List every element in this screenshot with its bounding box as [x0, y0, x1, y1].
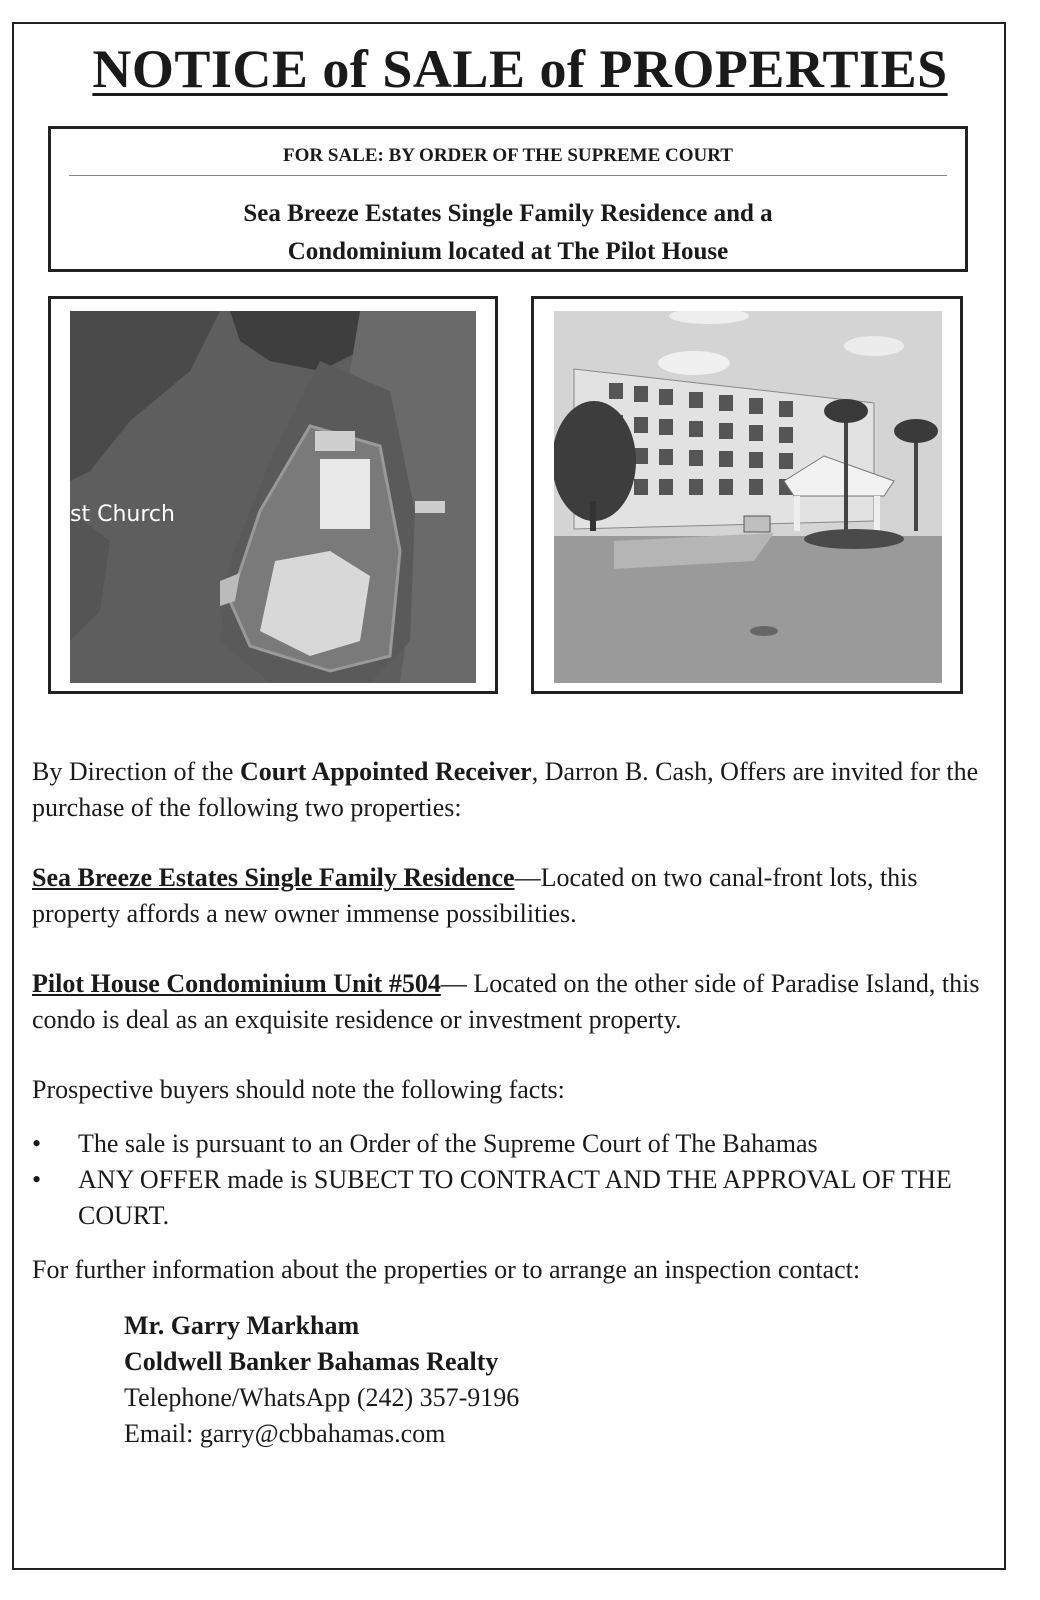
aerial-photo — [48, 296, 498, 694]
property-sea-breeze: Sea Breeze Estates Single Family Residence—Located on two canal-front lots, this property affords a new owner immense possibilities. — [32, 863, 918, 928]
notice-title: NOTICE of SALE of PROPERTIES — [92, 39, 948, 99]
contact-block — [124, 1308, 992, 1452]
court-order-box — [48, 126, 968, 272]
intro-paragraph: By Direction of the Court Appointed Receiver, Darron B. Cash, Offers are invited for the purchase of the following two properties: — [32, 757, 979, 822]
property-pilot-house: Pilot House Condominium Unit #504— Located on the other side of Paradise Island, this condo is deal as an exquisite residence or investment property. — [32, 969, 980, 1034]
contact-phone: Telephone/WhatsApp (242) 357-9196 — [124, 1383, 520, 1412]
info-paragraph: For further information about the properties or to arrange an inspection contact: — [32, 1255, 861, 1284]
building-image — [554, 311, 942, 683]
facts-intro: Prospective buyers should note the following facts: — [32, 1075, 565, 1104]
contact-email: Email: garry@cbbahamas.com — [124, 1419, 446, 1448]
contact-name: Mr. Garry Markham — [124, 1311, 360, 1340]
building-photo — [531, 296, 963, 694]
aerial-label: st Church — [70, 502, 175, 527]
list-item: • ANY OFFER made is SUBECT TO CONTRACT AND THE APPROVAL OF THE COURT. — [32, 1162, 992, 1234]
court-order-heading: FOR SALE: BY ORDER OF THE SUPREME COURT — [69, 145, 947, 176]
aerial-image — [70, 311, 476, 683]
notice-body — [32, 754, 992, 1452]
contact-company: Coldwell Banker Bahamas Realty — [124, 1347, 499, 1376]
list-item: • The sale is pursuant to an Order of the Supreme Court of The Bahamas — [32, 1126, 992, 1162]
properties-subtitle: Sea Breeze Estates Single Family Residence and a Condominium located at The Pilot House — [243, 200, 773, 265]
facts-list — [32, 1126, 992, 1234]
